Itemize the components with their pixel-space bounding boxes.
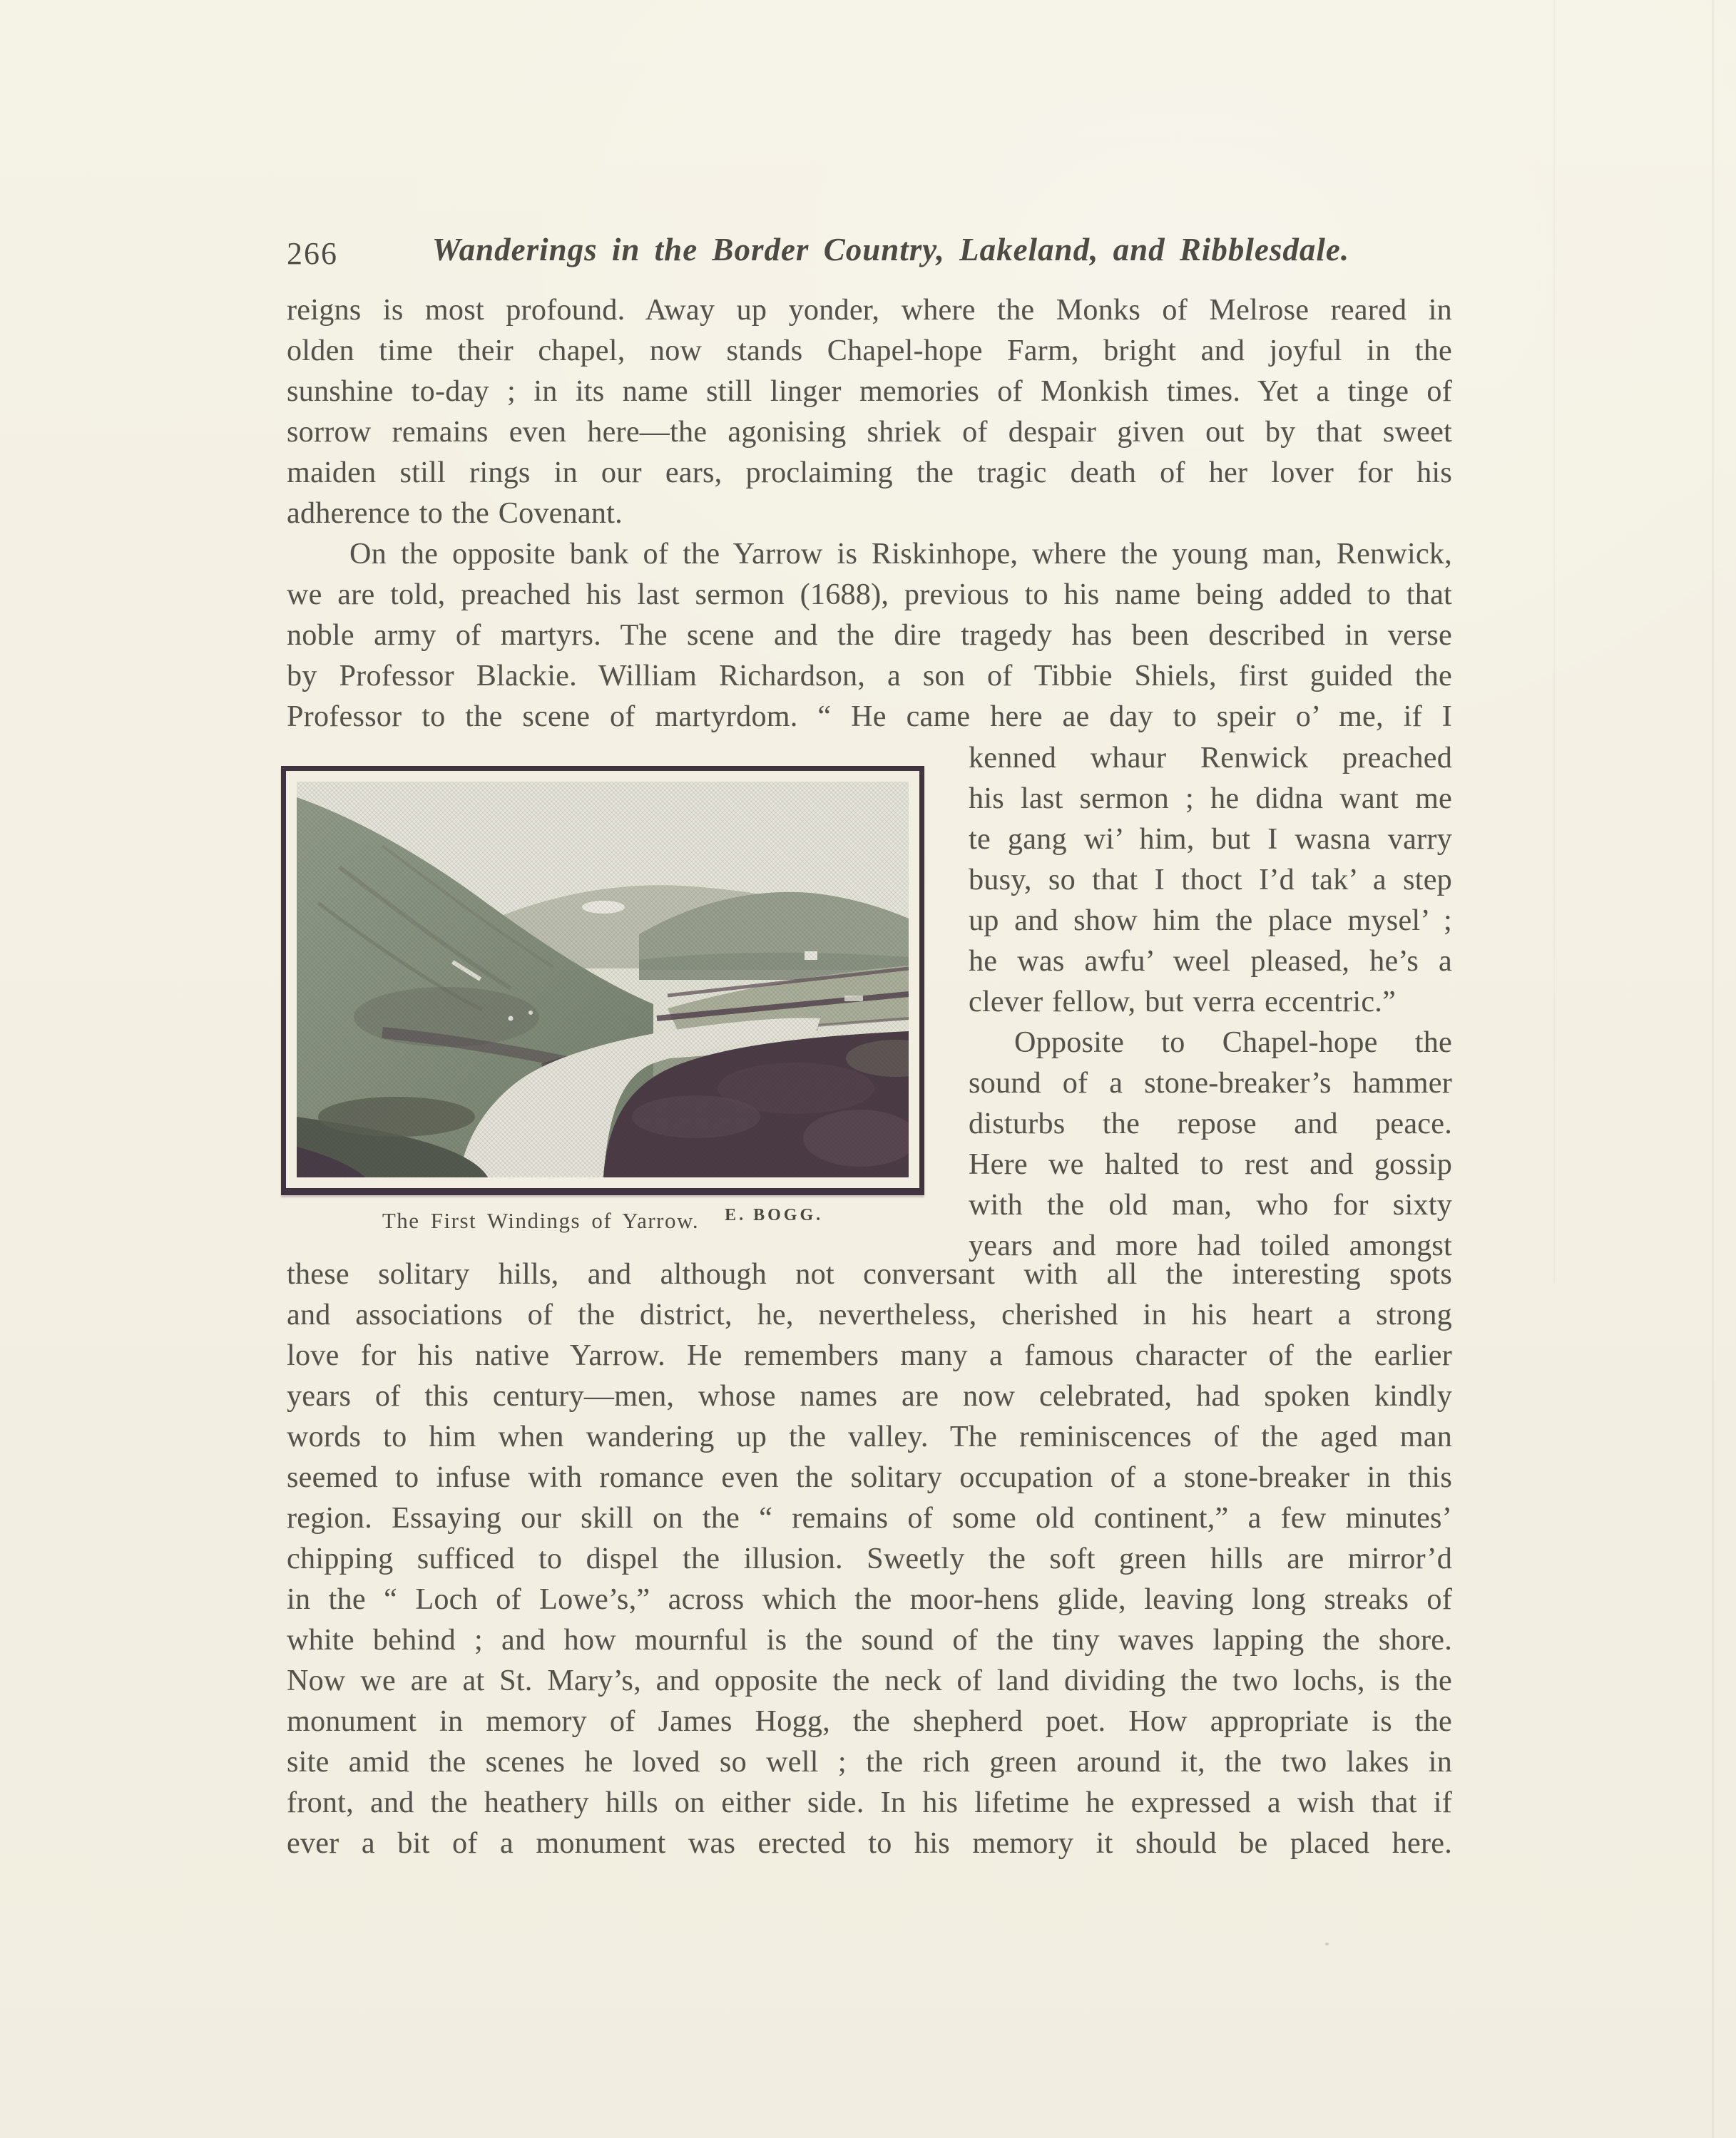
photo-light-speck — [844, 996, 863, 1001]
text-line: Opposite to Chapel-hope the — [1014, 1026, 1452, 1059]
text-line: Professor to the scene of martyrdom. “ He came here ae day to speir o’ me, if I — [287, 700, 1452, 733]
paper-crease — [1553, 0, 1555, 1283]
text-line: sunshine to-day ; in its name still linger memories of Monkish times. Yet a tinge of — [287, 375, 1452, 408]
paper-crease — [1712, 0, 1714, 2138]
text-block-upper — [287, 290, 1452, 737]
text-line: chipping sufficed to dispel the illusion. Sweetly the soft green hills are mirror’d — [287, 1543, 1452, 1575]
text-line: adherence to the Covenant. — [287, 497, 623, 530]
photo-image — [297, 782, 909, 1177]
text-line: love for his native Yarrow. He remembers many a famous character of the earlier — [287, 1339, 1452, 1372]
text-line: On the opposite bank of the Yarrow is Riskinhope, where the young man, Renwick, — [349, 538, 1452, 571]
running-header-title: Wanderings in the Border Country, Lakeland, and Ribblesdale. — [432, 232, 1350, 267]
text-line: Here we halted to rest and gossip — [969, 1148, 1452, 1181]
text-line: we are told, preached his last sermon (1688), previous to his name being added to that — [287, 578, 1452, 611]
landscape-illustration — [297, 782, 909, 1177]
figure-caption: The First Windings of Yarrow. — [382, 1208, 700, 1233]
text-line: Now we are at St. Mary’s, and opposite the neck of land dividing the two lochs, is the — [287, 1664, 1452, 1697]
text-line: these solitary hills, and although not conversant with all the interesting spots — [287, 1258, 1452, 1291]
text-line: his last sermon ; he didna want me — [969, 782, 1452, 815]
text-block-right-column — [969, 738, 1452, 1267]
text-line: in the “ Loch of Lowe’s,” across which the moor-hens glide, leaving long streaks of — [287, 1583, 1452, 1616]
text-line: kenned whaur Renwick preached — [969, 742, 1452, 774]
photo-foreground-mottle — [718, 1063, 874, 1114]
text-line: words to him when wandering up the valley. The reminiscences of the aged man — [287, 1421, 1452, 1453]
text-line: sorrow remains even here—the agonising shriek of despair given out by that sweet — [287, 416, 1452, 449]
photo-snow-patch — [582, 901, 625, 914]
text-line: disturbs the repose and peace. — [969, 1108, 1452, 1140]
text-line: site amid the scenes he loved so well ; the rich green around it, the two lakes in — [287, 1746, 1452, 1779]
page-number: 266 — [287, 236, 338, 271]
text-line: monument in memory of James Hogg, the shepherd poet. How appropriate is the — [287, 1705, 1452, 1738]
figure-credit: E. BOGG. — [725, 1206, 824, 1224]
text-line: noble army of martyrs. The scene and the dire tragedy has been described in verse — [287, 619, 1452, 652]
text-line: busy, so that I thoct I’d tak’ a step — [969, 864, 1452, 896]
text-line: years of this century—men, whose names are now celebrated, had spoken kindly — [287, 1380, 1452, 1413]
figure-photo — [281, 766, 924, 1195]
text-line: up and show him the place mysel’ ; — [969, 904, 1452, 937]
text-line: ever a bit of a monument was erected to his memory it should be placed here. — [287, 1827, 1452, 1860]
text-line: and associations of the district, he, nevertheless, cherished in his heart a strong — [287, 1299, 1452, 1331]
photo-sheep-speck — [529, 1011, 533, 1015]
text-line: seemed to infuse with romance even the solitary occupation of a stone-breaker in this — [287, 1461, 1452, 1494]
text-line: clever fellow, but verra eccentric.” — [969, 986, 1397, 1018]
text-line: te gang wi’ him, but I wasna varry — [969, 823, 1452, 856]
text-line: maiden still rings in our ears, proclaiming the tragic death of her lover for his — [287, 456, 1452, 489]
text-block-lower — [287, 1254, 1452, 1864]
text-line: reigns is most profound. Away up yonder, where the Monks of Melrose reared in — [287, 294, 1452, 327]
photo-sheep-speck — [509, 1016, 514, 1021]
text-line: olden time their chapel, now stands Chapel-hope Farm, bright and joyful in the — [287, 334, 1452, 367]
text-line: by Professor Blackie. William Richardson, a son of Tibbie Shiels, first guided the — [287, 660, 1452, 692]
figure-caption-row — [281, 1207, 924, 1235]
text-line: he was awfu’ weel pleased, he’s a — [969, 945, 1452, 978]
text-line: with the old man, who for sixty — [969, 1189, 1452, 1222]
photo-farm-speck — [805, 951, 817, 960]
text-line: sound of a stone-breaker’s hammer — [969, 1067, 1452, 1100]
text-line: white behind ; and how mournful is the sound of the tiny waves lapping the shore. — [287, 1624, 1452, 1657]
text-line: years and more had toiled amongst — [969, 1229, 1452, 1262]
text-line: region. Essaying our skill on the “ remains of some old continent,” a few minutes’ — [287, 1502, 1452, 1535]
photo-left-mound — [318, 1097, 475, 1137]
paper-speck — [1325, 1943, 1329, 1945]
text-line: front, and the heathery hills on either side. In his lifetime he expressed a wish that if — [287, 1786, 1452, 1819]
